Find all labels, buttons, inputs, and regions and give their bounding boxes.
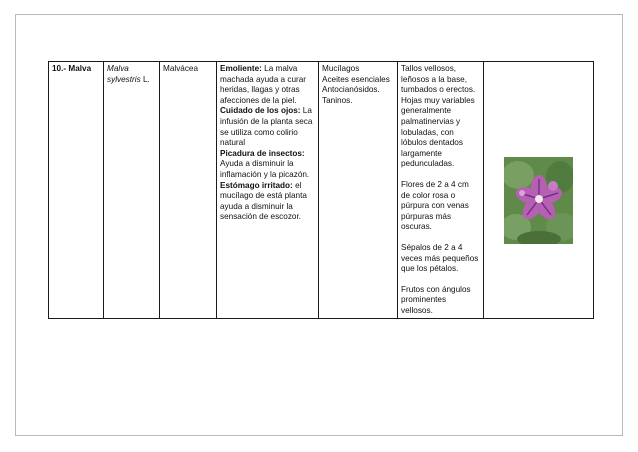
components-cell — [319, 62, 398, 319]
scientific-genus: Malva — [107, 64, 129, 73]
uses-cell — [217, 62, 319, 319]
use-label: Picadura de insectos: — [220, 148, 305, 158]
use-label: Cuidado de los ojos: — [220, 106, 301, 116]
scientific-name-cell — [104, 62, 160, 319]
family-name: Malvácea — [163, 64, 199, 73]
use-item — [220, 106, 315, 148]
use-text: el mucílago de está planta ayuda a disminuir la sensación de escozor. — [220, 180, 307, 222]
description-paragraph: Sépalos de 2 a 4 veces más pequeños que los pétalos. — [401, 242, 479, 274]
description-paragraph: Tallos vellosos, leñosos a la base, tumbados o erectos. Hojas muy variables generalmente palmatinervias y lobuladas, con lóbulos dentados largamente pedunculadas. — [401, 64, 476, 169]
scientific-species: sylvestris — [107, 74, 141, 84]
family-cell — [160, 62, 217, 319]
use-label: Emoliente: — [220, 64, 262, 73]
table-row — [49, 62, 594, 319]
use-text: Ayuda a disminuir la inflamación y la picazón. — [220, 159, 310, 179]
plant-number-cell — [49, 62, 104, 319]
use-item — [220, 149, 315, 181]
component-item: Taninos. — [322, 95, 353, 105]
plant-number: 10.- Malva — [52, 64, 92, 73]
component-item: Aceites esenciales — [322, 74, 390, 84]
scientific-author: L. — [142, 74, 150, 84]
plant-table — [48, 61, 594, 319]
use-text: La infusión de la planta seca se utiliza como colirio natural — [220, 106, 313, 148]
use-text: La malva machada ayuda a curar heridas, llagas y otras afecciones de la piel. — [220, 64, 307, 105]
description-paragraph: Frutos con ángulos prominentes vellosos. — [401, 284, 471, 315]
use-item — [220, 64, 315, 106]
use-item — [220, 181, 315, 223]
description-paragraph: Flores de 2 a 4 cm de color rosa o púrpura con venas púrpuras más oscuras. — [401, 179, 469, 232]
component-item: Antocianósidos. — [322, 85, 380, 95]
image-cell — [484, 62, 594, 319]
component-item: Mucílagos — [322, 64, 360, 73]
use-label: Estómago irritado: — [220, 180, 293, 190]
description-cell — [398, 62, 484, 319]
malva-flower-photo — [504, 157, 573, 244]
